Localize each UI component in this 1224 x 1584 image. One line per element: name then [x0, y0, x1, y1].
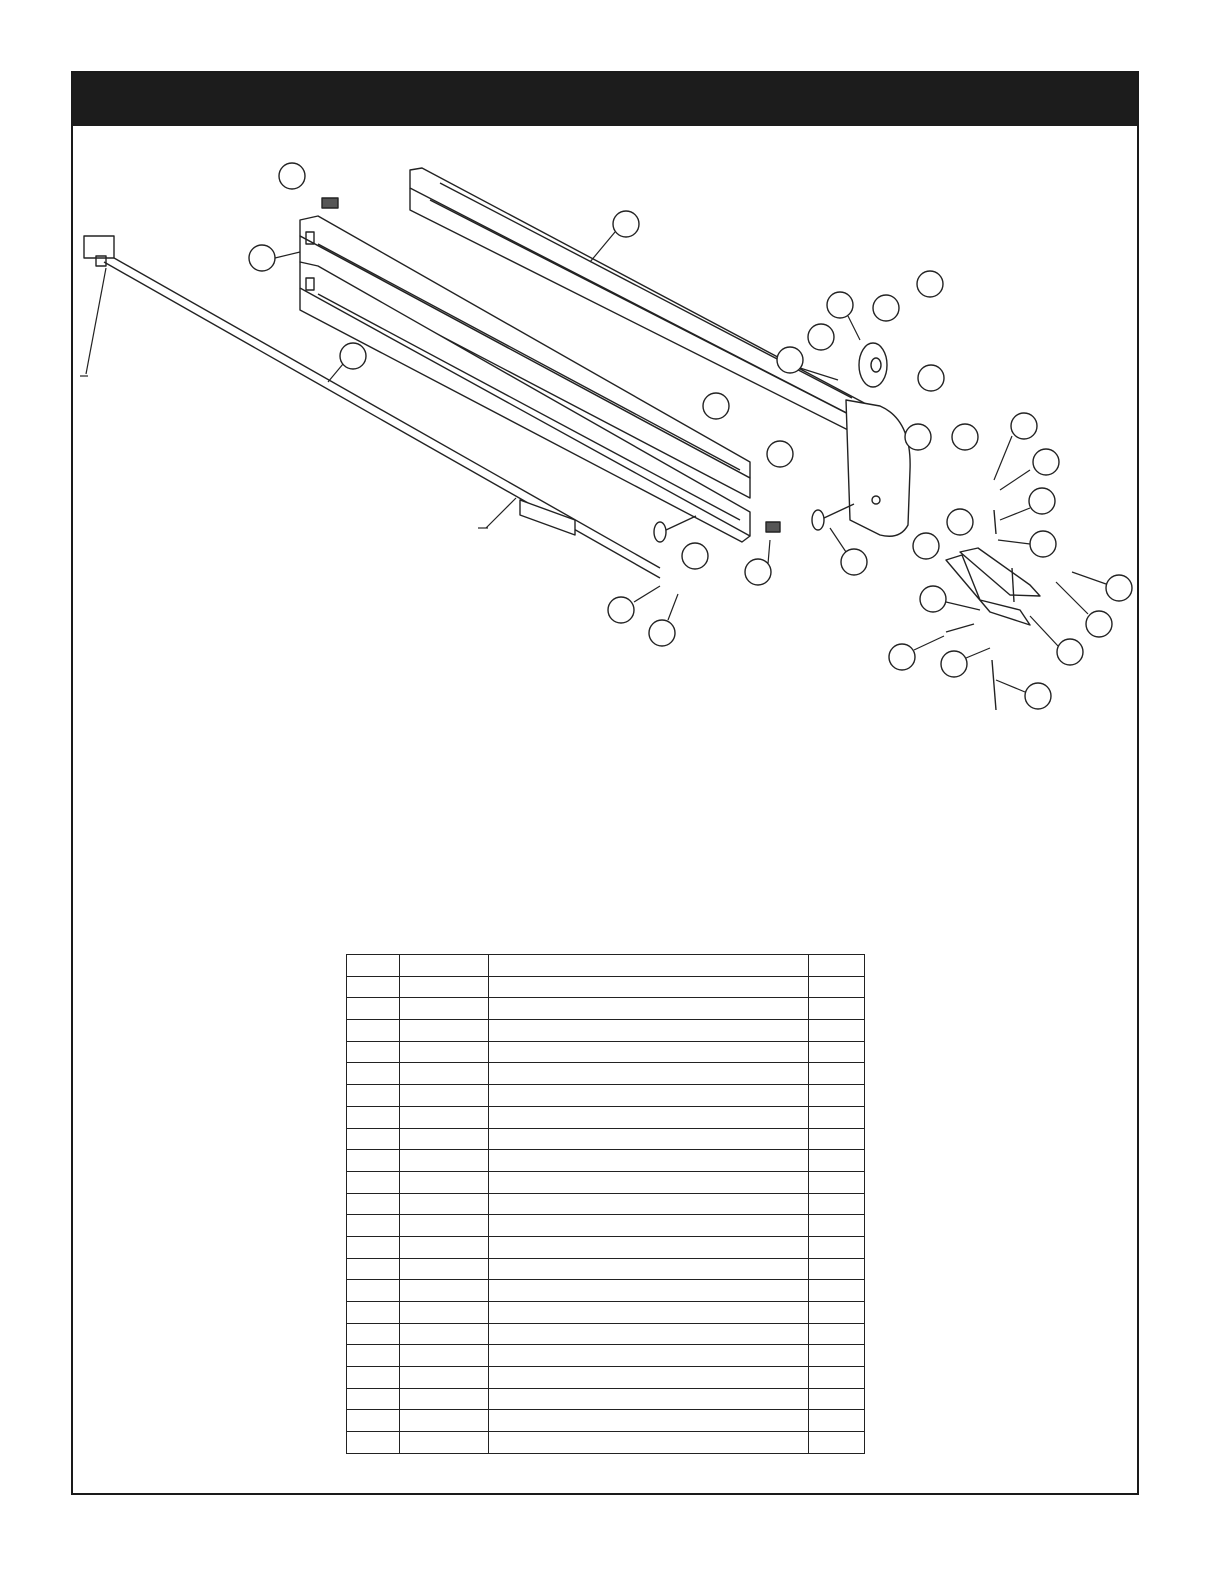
callout-16	[1033, 449, 1059, 475]
table-cell	[400, 1323, 489, 1345]
table-cell	[347, 1106, 400, 1128]
callout-21	[682, 543, 708, 569]
table-row	[347, 998, 865, 1020]
bottom-bracket	[946, 548, 1040, 625]
table-cell	[400, 1171, 489, 1193]
callout-29	[1057, 639, 1083, 665]
end-plate	[846, 400, 910, 536]
table-cell	[809, 1215, 865, 1237]
table-cell	[489, 976, 809, 998]
callout-24	[1106, 575, 1132, 601]
table-cell	[809, 1280, 865, 1302]
table-cell	[400, 976, 489, 998]
table-cell	[347, 1150, 400, 1172]
table-row	[347, 1367, 865, 1389]
table-row	[347, 1302, 865, 1324]
table-row	[347, 1106, 865, 1128]
table-row	[347, 1388, 865, 1410]
table-cell	[400, 1432, 489, 1454]
table-cell	[400, 1280, 489, 1302]
callout-6	[827, 292, 853, 318]
table-row	[347, 1063, 865, 1085]
table-cell	[347, 1410, 400, 1432]
table-row	[347, 1323, 865, 1345]
table-cell	[489, 1063, 809, 1085]
table-row	[347, 1171, 865, 1193]
callout-8	[808, 324, 834, 350]
table-cell	[489, 1432, 809, 1454]
table-cell	[400, 1258, 489, 1280]
table-cell	[809, 998, 865, 1020]
table-cell	[809, 1193, 865, 1215]
table-cell	[347, 1388, 400, 1410]
callout-3	[249, 245, 275, 271]
callout-32	[1025, 683, 1051, 709]
callout-11	[703, 393, 729, 419]
table-cell	[809, 1150, 865, 1172]
table-cell	[489, 1388, 809, 1410]
table-cell	[347, 1367, 400, 1389]
table-cell	[347, 1345, 400, 1367]
table-cell	[347, 1280, 400, 1302]
table-cell	[489, 1193, 809, 1215]
callout-1	[279, 163, 305, 189]
table-cell	[809, 1041, 865, 1063]
table-cell	[400, 1302, 489, 1324]
table-cell	[489, 1367, 809, 1389]
table-cell	[809, 1410, 865, 1432]
table-cell	[347, 1020, 400, 1042]
table-row	[347, 976, 865, 998]
table-cell	[347, 1128, 400, 1150]
table-cell	[489, 1236, 809, 1258]
table-cell	[489, 1215, 809, 1237]
table-row	[347, 1236, 865, 1258]
pulley	[859, 343, 887, 387]
table-cell	[809, 1367, 865, 1389]
table-cell	[347, 998, 400, 1020]
table-cell	[400, 1128, 489, 1150]
table-cell	[400, 1193, 489, 1215]
callout-30	[889, 644, 915, 670]
table-cell	[347, 976, 400, 998]
table-row	[347, 1193, 865, 1215]
callout-10	[918, 365, 944, 391]
table-cell	[347, 1236, 400, 1258]
table-cell	[489, 1150, 809, 1172]
callout-12	[1011, 413, 1037, 439]
callout-23	[745, 559, 771, 585]
table-cell	[347, 1171, 400, 1193]
table-cell	[400, 1020, 489, 1042]
table-cell	[400, 1063, 489, 1085]
table-cell	[400, 1345, 489, 1367]
callout-9	[777, 347, 803, 373]
table-row	[347, 1410, 865, 1432]
callout-28	[649, 620, 675, 646]
table-cell	[489, 1258, 809, 1280]
table-cell	[489, 1302, 809, 1324]
table-cell	[489, 1410, 809, 1432]
table-row	[347, 1345, 865, 1367]
table-cell	[809, 1236, 865, 1258]
table-cell	[400, 1367, 489, 1389]
table-cell	[809, 1432, 865, 1454]
table-cell	[400, 1041, 489, 1063]
table-row	[347, 1150, 865, 1172]
table-cell	[809, 1085, 865, 1107]
table-cell	[400, 1106, 489, 1128]
table-row	[347, 1432, 865, 1454]
table-cell	[400, 1410, 489, 1432]
table-cell	[400, 1236, 489, 1258]
table-cell	[809, 1345, 865, 1367]
table-cell	[809, 1302, 865, 1324]
table-cell	[489, 1106, 809, 1128]
table-cell	[809, 1063, 865, 1085]
table-row	[347, 1128, 865, 1150]
callout-2	[613, 211, 639, 237]
table-cell	[400, 1388, 489, 1410]
callout-31	[941, 651, 967, 677]
leader-lines	[80, 232, 1106, 692]
table-cell	[489, 1323, 809, 1345]
table-cell	[489, 1020, 809, 1042]
table-cell	[809, 1128, 865, 1150]
table-cell	[489, 998, 809, 1020]
callout-25	[920, 586, 946, 612]
table-cell	[809, 1171, 865, 1193]
table-row	[347, 1085, 865, 1107]
table-cell	[347, 1432, 400, 1454]
parts-list-table	[346, 954, 865, 1454]
table-cell	[489, 1280, 809, 1302]
callout-19	[913, 533, 939, 559]
callout-4	[340, 343, 366, 369]
table-cell	[347, 1215, 400, 1237]
table-row	[347, 1258, 865, 1280]
exploded-parts-diagram	[0, 0, 1224, 760]
table-cell	[400, 955, 489, 977]
table-cell	[347, 1323, 400, 1345]
callout-27	[1086, 611, 1112, 637]
table-cell	[400, 998, 489, 1020]
table-cell	[347, 1041, 400, 1063]
table-row	[347, 1041, 865, 1063]
callout-5	[917, 271, 943, 297]
table-cell	[809, 1106, 865, 1128]
table-cell	[809, 1388, 865, 1410]
callout-18	[947, 509, 973, 535]
table-cell	[489, 1041, 809, 1063]
table-cell	[347, 955, 400, 977]
table-cell	[489, 1085, 809, 1107]
table-cell	[809, 976, 865, 998]
callout-14	[952, 424, 978, 450]
table-cell	[489, 1345, 809, 1367]
callout-20	[1030, 531, 1056, 557]
callout-15	[767, 441, 793, 467]
table-cell	[809, 1258, 865, 1280]
front-extension-rail	[300, 216, 750, 542]
callout-17	[1029, 488, 1055, 514]
callout-7	[873, 295, 899, 321]
table-cell	[400, 1215, 489, 1237]
table-cell	[400, 1150, 489, 1172]
callout-13	[905, 424, 931, 450]
table-cell	[347, 1085, 400, 1107]
table-row	[347, 1280, 865, 1302]
table-cell	[809, 955, 865, 977]
table-cell	[489, 955, 809, 977]
callout-26	[608, 597, 634, 623]
table-row	[347, 1215, 865, 1237]
table-cell	[809, 1323, 865, 1345]
callout-22	[841, 549, 867, 575]
table-cell	[347, 1193, 400, 1215]
table-cell	[400, 1085, 489, 1107]
table-row	[347, 1020, 865, 1042]
table-cell	[347, 1258, 400, 1280]
table-row	[347, 955, 865, 977]
table-cell	[347, 1063, 400, 1085]
table-cell	[347, 1302, 400, 1324]
table-cell	[489, 1128, 809, 1150]
table-cell	[489, 1171, 809, 1193]
table-cell	[809, 1020, 865, 1042]
